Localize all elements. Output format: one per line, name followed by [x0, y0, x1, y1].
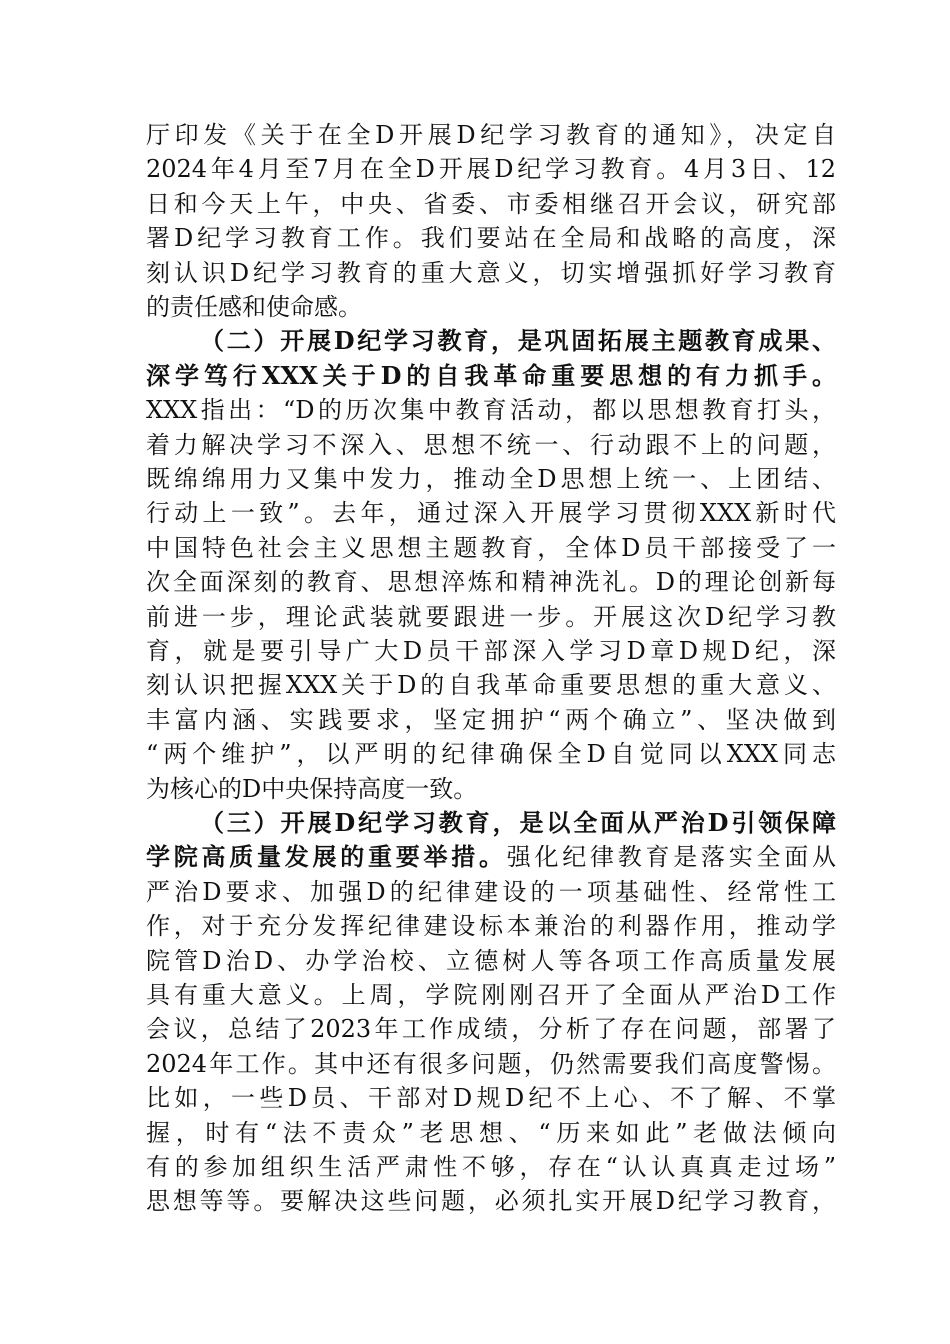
document-line: （三）开展D纪学习教育，是以全面从严治D引领保障 [200, 808, 836, 837]
document-line: 严治D要求、加强D的纪律建设的一项基础性、经常性工 [146, 877, 836, 906]
document-line: 着力解决学习不深入、思想不统一、行动跟不上的问题， [146, 430, 836, 459]
document-line: 有的参加组织生活严肃性不够，存在“认认真真走过场” [146, 1153, 836, 1181]
document-line: 刻认识把握XXX关于D的自我革命重要思想的重大意义、 [146, 671, 836, 700]
document-line: 2024年4月至7月在全D开展D纪学习教育。4月3日、12 [146, 155, 836, 184]
document-line: 院管D治D、办学治校、立德树人等各项工作高质量发展 [146, 946, 836, 975]
document-line: 次全面深刻的教育、思想淬炼和精神洗礼。D的理论创新每 [146, 568, 836, 597]
document-line: 学院高质量发展的重要举措。强化纪律教育是落实全面从 [146, 842, 836, 872]
document-line: 具有重大意义。上周，学院刚刚召开了全面从严治D工作 [146, 981, 836, 1009]
document-line: 丰富内涵、实践要求，坚定拥护“两个确立”、坚决做到 [146, 705, 836, 734]
document-line: 为核心的D中央保持高度一致。 [146, 774, 478, 803]
document-line: 前进一步，理论武装就要跟进一步。开展这次D纪学习教 [146, 602, 836, 631]
document-line: 刻认识D纪学习教育的重大意义，切实增强抓好学习教育 [146, 258, 836, 287]
document-line: 日和今天上午，中央、省委、市委相继召开会议，研究部 [146, 189, 836, 218]
document-line: 育，就是要引导广大D员干部深入学习D章D规D纪，深 [146, 637, 836, 665]
document-line: 署D纪学习教育工作。我们要站在全局和战略的高度，深 [146, 224, 836, 253]
document-line: （二）开展D纪学习教育，是巩固拓展主题教育成果、 [200, 326, 836, 356]
document-line: 行动上一致”。去年，通过深入开展学习贯彻XXX新时代 [146, 499, 836, 528]
document-line: 会议，总结了2023年工作成绩，分析了存在问题，部署了 [146, 1015, 836, 1044]
document-line: 2024年工作。其中还有很多问题，仍然需要我们高度警惕。 [146, 1049, 836, 1078]
document-line: 的责任感和使命感。 [146, 293, 362, 321]
document-line: 既绵绵用力又集中发力，推动全D思想上统一、上团结、 [146, 465, 836, 493]
document-line: 作，对于充分发挥纪律建设标本兼治的利器作用，推动学 [146, 912, 836, 941]
document-line: 握，时有“法不责众”老思想、“历来如此”老做法倾向 [146, 1118, 836, 1147]
document-line: XXX指出：“D的历次集中教育活动，都以思想教育打头， [146, 396, 836, 425]
document-line: 深学笃行XXX关于D的自我革命重要思想的有力抓手。 [146, 360, 836, 390]
document-line: 厅印发《关于在全D开展D纪学习教育的通知》，决定自 [146, 121, 836, 149]
document-line: 比如，一些D员、干部对D规D纪不上心、不了解、不掌 [146, 1084, 836, 1113]
document-line: 思想等等。要解决这些问题，必须扎实开展D纪学习教育， [146, 1187, 836, 1216]
document-line: 中国特色社会主义思想主题教育，全体D员干部接受了一 [146, 533, 836, 562]
document-line: “两个维护”，以严明的纪律确保全D自觉同以XXX同志 [146, 740, 836, 769]
